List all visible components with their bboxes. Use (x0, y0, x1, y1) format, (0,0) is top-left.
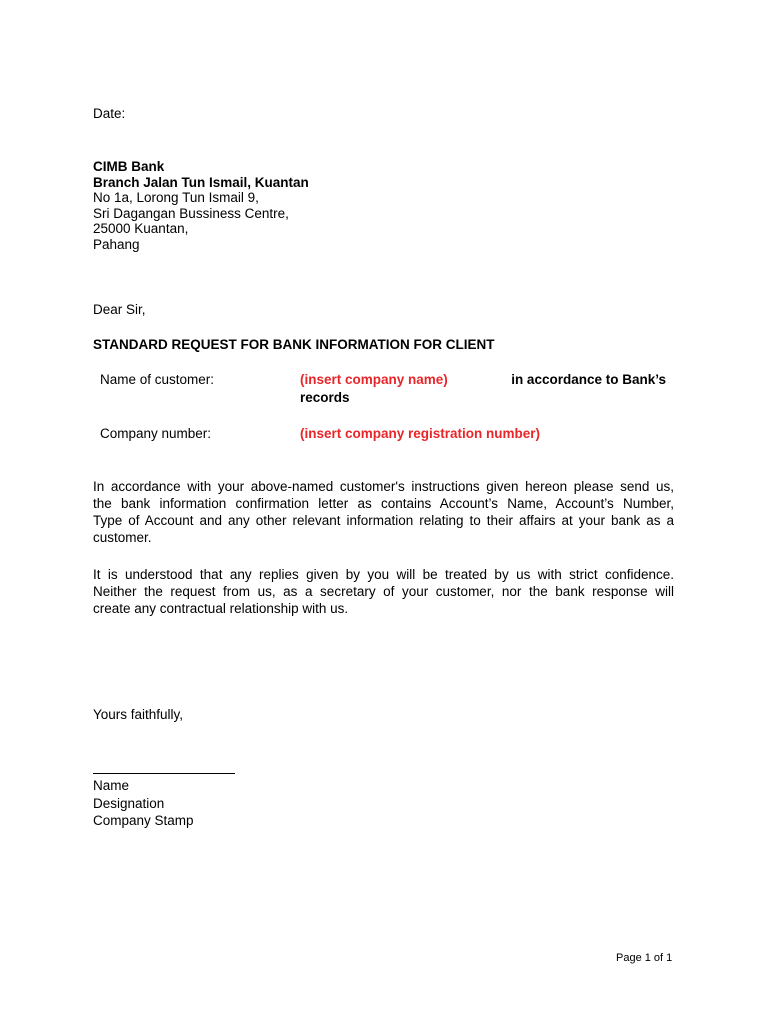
address-line: Sri Dagangan Bussiness Centre, (93, 206, 289, 221)
signature-designation: Designation (93, 796, 165, 811)
paragraph-line: Type of Account and any other relevant information relating to their affairs at your bank as a (93, 513, 674, 528)
letter-subject: STANDARD REQUEST FOR BANK INFORMATION FOR CLIENT (93, 337, 495, 352)
address-line: No 1a, Lorong Tun Ismail 9, (93, 190, 259, 205)
customer-name-placeholder: (insert company name) (300, 372, 448, 387)
address-line: 25000 Kuantan, (93, 221, 189, 236)
paragraph-line: create any contractual relationship with us. (93, 601, 349, 616)
address-line: Pahang (93, 237, 140, 252)
salutation: Dear Sir, (93, 302, 146, 317)
bank-name: CIMB Bank (93, 159, 165, 174)
branch-name: Branch Jalan Tun Ismail, Kuantan (93, 175, 309, 190)
date-label: Date: (93, 106, 126, 121)
customer-name-suffix: in accordance to Bank’s (511, 372, 666, 387)
paragraph-line: In accordance with your above-named customer's instructions given hereon please send us, (93, 479, 674, 494)
signature-name: Name (93, 778, 130, 793)
paragraph-line: It is understood that any replies given by you will be treated by us with strict confidence. (93, 567, 674, 582)
paragraph-instructions (93, 478, 674, 546)
customer-name-suffix-2: records (300, 390, 350, 405)
signature-company-stamp: Company Stamp (93, 813, 194, 828)
page-number: Page 1 of 1 (616, 952, 673, 964)
paragraph-line: Neither the request from us, as a secretary of your customer, nor the bank response will (93, 584, 674, 599)
closing: Yours faithfully, (93, 707, 184, 722)
company-number-label: Company number: (100, 426, 212, 441)
paragraph-confidentiality (93, 566, 674, 617)
customer-name-value (300, 371, 666, 388)
paragraph-line: the bank information confirmation letter as contains Account’s Name, Account’s Number, (93, 496, 674, 511)
company-number-placeholder: (insert company registration number) (300, 426, 541, 441)
paragraph-line: customer. (93, 530, 152, 545)
signature-line (93, 773, 235, 774)
customer-name-label: Name of customer: (100, 372, 215, 387)
